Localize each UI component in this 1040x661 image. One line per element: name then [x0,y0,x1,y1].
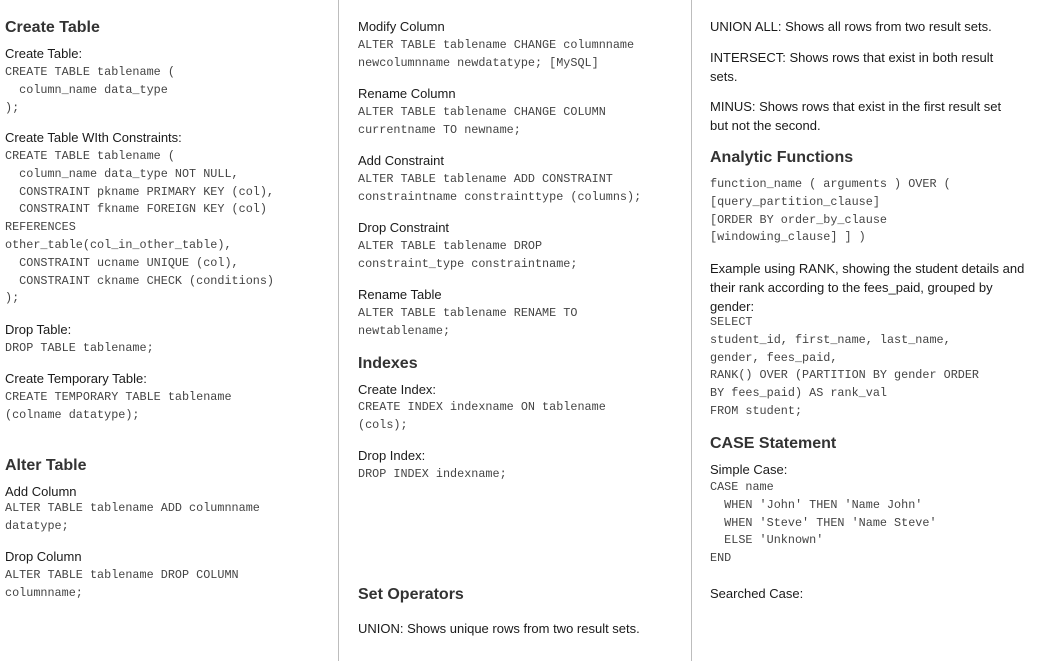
temp-table-code: CREATE TEMPORARY TABLE tablename (colname datatype); [5,390,232,422]
rename-column-label: Rename Column [358,86,456,101]
union-text: UNION: Shows unique rows from two result sets. [358,621,640,636]
drop-table-code: DROP TABLE tablename; [5,341,154,355]
simple-case-label: Simple Case: [710,462,788,477]
create-index-label: Create Index: [358,382,437,397]
temp-table-label: Create Temporary Table: [5,371,147,386]
rank-text: Example using RANK, showing the student details and their rank according to the fees_paid, grouped by gender: [710,261,1025,314]
drop-constraint-label: Drop Constraint [358,220,450,235]
rename-table-label: Rename Table [358,287,442,302]
drop-table-label: Drop Table: [5,322,72,337]
add-constraint-label: Add Constraint [358,153,444,168]
column-2 [338,0,691,661]
modify-column-code: ALTER TABLE tablename CHANGE columnname newcolumnname newdatatype; [MySQL] [358,38,635,70]
simple-case-code: CASE name WHEN 'John' THEN 'Name John' WHEN 'Steve' THEN 'Name Steve' ELSE 'Unknown' END [710,480,937,566]
create-index-code: CREATE INDEX indexname ON tablename (cols); [358,400,606,432]
searched-case-label: Searched Case: [710,586,804,601]
intersect-text: INTERSECT: Shows rows that exist in both result sets. [710,50,994,84]
analytic-functions-heading: Analytic Functions [710,149,854,166]
add-column-code: ALTER TABLE tablename ADD columnname datatype; [5,501,260,533]
analytic-code: function_name ( arguments ) OVER ( [query_partition_clause] [ORDER BY order_by_clause [windowing_clause] ] ) [710,177,951,245]
create-table-label: Create Table: [5,46,83,61]
modify-column-label: Modify Column [358,19,445,34]
rename-table-code: ALTER TABLE tablename RENAME TO newtablename; [358,306,578,338]
column-1 [0,0,338,661]
drop-constraint-code: ALTER TABLE tablename DROP constraint_type constraintname; [358,239,578,271]
create-table-code: CREATE TABLE tablename ( column_name data_type ); [5,65,175,115]
case-statement-heading: CASE Statement [710,435,837,452]
constraints-label: Create Table WIth Constraints: [5,130,182,145]
column-3 [691,0,1040,661]
drop-column-code: ALTER TABLE tablename DROP COLUMN columnname; [5,568,239,600]
drop-index-label: Drop Index: [358,448,426,463]
minus-text: MINUS: Shows rows that exist in the first result set but not the second. [710,99,1002,133]
add-column-label: Add Column [5,484,77,499]
rename-column-code: ALTER TABLE tablename CHANGE COLUMN currentname TO newname; [358,105,606,137]
rank-code: SELECT student_id, first_name, last_name, gender, fees_paid, RANK() OVER (PARTITION BY gender ORDER BY fees_paid) AS rank_val FROM student; [710,315,980,418]
drop-index-code: DROP INDEX indexname; [358,467,507,481]
add-constraint-code: ALTER TABLE tablename ADD CONSTRAINT constraintname constrainttype (columns); [358,172,642,204]
alter-table-heading: Alter Table [5,457,87,474]
indexes-heading: Indexes [358,355,418,372]
drop-column-label: Drop Column [5,549,82,564]
union-all-text: UNION ALL: Shows all rows from two result sets. [710,19,992,34]
create-table-heading: Create Table [5,19,100,36]
constraints-code: CREATE TABLE tablename ( column_name data_type NOT NULL, CONSTRAINT pkname PRIMARY KEY (col), CONSTRAINT fkname FOREIGN KEY (col) REFERENCES other_table(col_in_other_table), CONSTRAINT ucname UNIQUE (col), CONSTRAINT ckname CHECK (conditions) ); [5,149,275,306]
set-operators-heading: Set Operators [358,586,464,603]
